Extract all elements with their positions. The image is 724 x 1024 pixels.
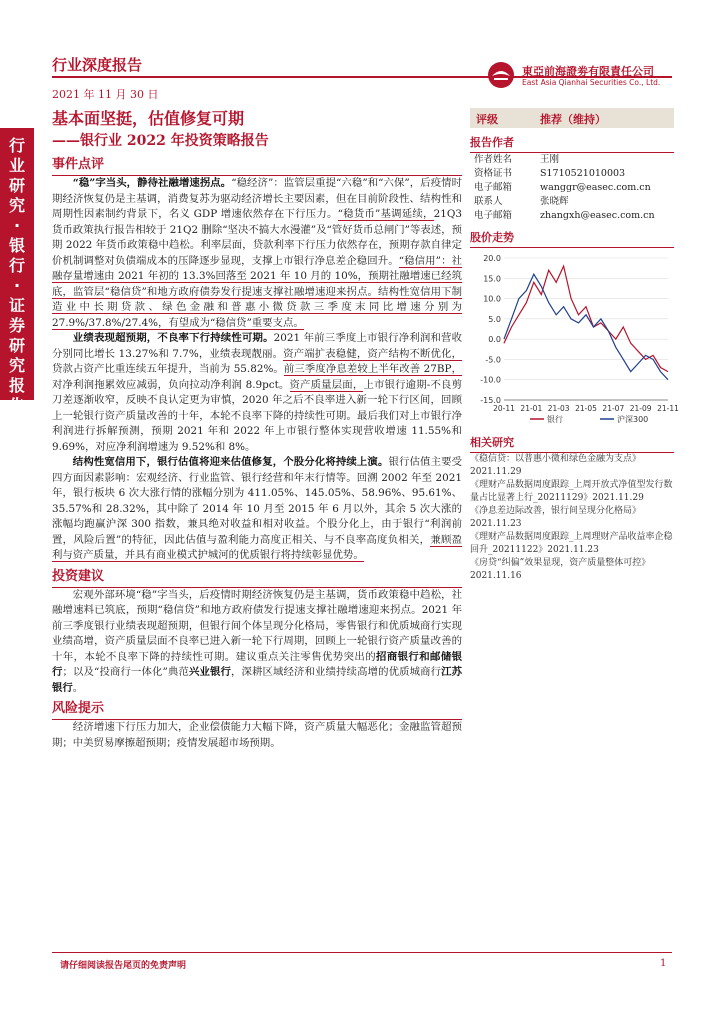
invest-text-c: ，深耕区域经济和业绩持续高增的优质城商行 (230, 666, 442, 678)
rating-label: 评级 (476, 113, 498, 126)
chart-ytick-label: 15.0 (483, 274, 501, 284)
section-heading-risk: 风险提示 (52, 700, 462, 720)
chart-series-line (504, 274, 668, 380)
company-name-en: East Asia Qianhai Securities Co., Ltd. (522, 78, 661, 87)
author-key: 作者姓名 (474, 154, 513, 165)
p2-text-f: 资产质量层面， (289, 378, 364, 391)
main-column (52, 108, 462, 751)
chart-ytick-label: 20.0 (483, 254, 501, 263)
invest-bank-1: 招商银行和邮储银行 (52, 650, 463, 678)
event-paragraph-2 (52, 331, 462, 455)
p2-text-g: 上市银行逾期-不良剪刀差逐渐收窄，反映不良认定更为审慎，2020 年之后不良率进入新一轮下行区间，回顾上一轮银行资产质量改善的十年，本轮不良率下降的持续性可期。最后我们对上市银行净利润进行拆解预测，预期 2021 年和 2022 年上市银行整体实现营收增速 11.55%和 9.69%，对应净利润增速为 9.52%和 8%。 (52, 378, 463, 453)
invest-text-d: 。 (72, 681, 84, 694)
event-paragraph-1 (52, 176, 462, 331)
invest-bank-3: 江苏银行 (52, 666, 463, 694)
authors-list (470, 153, 674, 223)
event-paragraph-3 (52, 455, 462, 564)
p2-text-c: 贷款占资产比重连续五年提升，当前为 55.82%。 (52, 363, 284, 375)
rating-value: 推荐（维持） (540, 113, 606, 126)
chart-ytick-label: 5.0 (488, 314, 501, 324)
report-subtitle: ——银行业 2022 年投资策略报告 (52, 133, 269, 149)
side-category-tab (0, 128, 34, 415)
author-key: 电子邮箱 (474, 182, 513, 193)
author-value: 王刚 (540, 154, 560, 165)
related-item[interactable]: 《净息差边际改善，银行间呈现分化格局》2021.11.23 (470, 506, 642, 529)
author-value: S1710521010003 (540, 168, 626, 179)
chart-xtick-label: 21-09 (629, 404, 652, 413)
p3-text-b: 兼顾盈利与资产质量，并具有商业模式护城河的优质银行将持续彰显优势。 (52, 533, 463, 561)
chart-xtick-label: 21-11 (657, 404, 679, 413)
footer-divider (52, 952, 672, 953)
related-item[interactable]: 《理财产品数据周度跟踪_上周理财产品收益率企稳回升_20211122》2021.11.23 (470, 532, 673, 555)
p2-text-e: 对净利润拖累效应减弱，负向拉动净利润 8.9pct。 (52, 378, 290, 391)
chart-xtick-label: 21-07 (602, 404, 625, 413)
p2-lead: 业绩表现超预期，不良率下行持续性可期。 (72, 332, 274, 344)
logo-icon (486, 60, 516, 90)
p3-lead: 结构性宽信用下，银行估值将迎来估值修复，个股分化将持续上演。 (72, 456, 389, 468)
p1-text-c: 21Q3 货币政策执行报告相较于 21Q2 删除“坚决不搞大水漫灌”及“管好货币总闸门”等表述，预期 2022 年货币政策稳中趋松。利率层面，贷款利率下行压力依然存在，预期存款自律定价机制调整对负债端成本的压降逐步显现，支撑上市银行净息差企稳回升。 (52, 208, 463, 267)
related-item[interactable]: 《房贷“纠偏”效果显现，资产质量整体可控》2021.11.16 (470, 558, 651, 581)
author-value: zhangxh@easec.com.cn (540, 210, 655, 221)
p1-text-a: “稳经济”：监管层重提“六稳”和“六保”，后疫情时期经济恢复仍是主基调，消费复苏为驱动经济增长主要因素，但在目前阶段性、结构性和周期性因素制约背景下，名义 GDP 增速依然存在下行压力。 (52, 177, 463, 220)
p1-text-b: “稳货币”基调延续， (337, 208, 434, 220)
chart-legend-label: 银行 (547, 415, 563, 424)
company-name-cn: 東亞前海證劵有限責任公司 (522, 65, 654, 78)
report-type: 行业深度报告 (52, 56, 143, 74)
chart-xtick-label: 21-03 (547, 404, 570, 413)
risk-paragraph: 经济增速下行压力加大，企业偿债能力大幅下降，资产质量大幅恶化；金融监管超预期；中美贸易摩擦超预期；疫情发展超市场预期。 (52, 721, 462, 749)
chart-heading: 股价走势 (470, 229, 674, 248)
author-row (470, 167, 674, 181)
p2-text-d: 前三季度净息差较上半年改善 27BP， (283, 363, 463, 375)
p2-text-b: 资产端扩表稳健，资产结构不断优化， (283, 347, 463, 360)
company-logo (486, 60, 686, 100)
chart-ytick-label: -5.0 (485, 355, 501, 365)
related-heading: 相关研究 (470, 434, 674, 453)
p3-text-a: 银行估值主要受四方面因素影响：宏观经济、行业监管、银行经营和年末行情等。回溯 2002 年至 2021 年，银行板块 6 次大涨行情的涨幅分别为 411.05%、145.05%、58.96%、95.61%、35.57%和 28.32%，其中除了 2014 年 10 月至 2015 年 6 月以外，其余 5 次大涨的涨幅均跑赢沪深 300 指数，兼具绝对收益和相对收益。个股分化上，由于银行“利润前置，风险后置”的特征，因此估值与盈利能力高度正相关、与不良率高度负相关， (52, 456, 463, 546)
sidebar-column (470, 108, 679, 583)
author-row (470, 181, 674, 195)
disclaimer-note[interactable]: 请仔细阅读报告尾页的免责声明 (60, 961, 187, 971)
invest-bank-2: 兴业银行 (188, 666, 231, 678)
section-heading-invest: 投资建议 (52, 568, 462, 588)
page-number: 1 (660, 958, 667, 969)
related-item[interactable]: 《理财产品数据周度跟踪_上周开放式净值型发行数量占比显著上行_20211129》2021.11.29 (470, 480, 673, 503)
p2-text-a: 2021 年前三季度上市银行净利润和营收分别同比增长 13.27%和 7.7%，业绩表现靓丽。 (52, 332, 462, 360)
author-key: 资格证书 (474, 168, 513, 179)
chart-ytick-label: -15.0 (480, 396, 501, 405)
chart-ytick-label: 0.0 (488, 335, 501, 345)
chart-xtick-label: 21-01 (520, 404, 543, 413)
related-list (470, 453, 674, 583)
invest-paragraph (52, 588, 462, 697)
report-title: 基本面坚挺，估值修复可期 (52, 109, 245, 128)
author-row (470, 209, 674, 223)
chart-xtick-label: 21-05 (575, 404, 597, 413)
author-key: 联系人 (474, 196, 503, 207)
chart-xtick-label: 20-11 (493, 404, 515, 413)
p1-text-d: “稳信用”：社融存量增速由 2021 年初的 13.3%回落至 2021 年 10 月的 10%，预期社融增速已经筑底，监管层“稳信贷”和地方政府债券发行提速支撑社融增速迎来拐点。结构性宽信用下制造业中长期贷款、绿色金融和普惠小微贷款三季度末同比增速分别为 27.9%/37.8%/27.4%，有望成为“稳信贷”重要支点。 (52, 254, 463, 329)
chart-ytick-label: -10.0 (480, 375, 501, 385)
author-row (470, 195, 674, 209)
chart-ytick-label: 10.0 (483, 294, 501, 304)
invest-text-a: 宏观外部环境“稳”字当头，后疫情时期经济恢复仍是主基调，货币政策稳中趋松，社融增速料已筑底，预期“稳信贷”和地方政府债发行提速支撑社融增速迎来拐点。2021 年前三季度银行业绩表现超预期，但银行间个体呈现分化格局，零售银行和优质城商行实现业绩高增，资产质量层面不良率已进入新一轮下行周期，回顾上一轮银行资产质量改善的十年，本轮不良率下降的持续性可期。建议重点关注零售优势突出的 (52, 588, 462, 663)
related-item[interactable]: 《稳信贷：以普惠小微和绿色金融为支点》2021.11.29 (470, 454, 642, 477)
chart-legend-label: 沪深300 (617, 415, 649, 424)
report-date: 2021 年 11 月 30 日 (52, 88, 159, 101)
invest-text-b: ；以及“投商行一体化”典范 (62, 666, 189, 678)
author-value: 张晓辉 (540, 196, 569, 207)
stock-chart (470, 250, 679, 428)
rating-row (470, 108, 674, 128)
section-heading-event: 事件点评 (52, 156, 462, 176)
author-row (470, 153, 674, 167)
p1-lead: “稳”字当头，静待社融增速拐点。 (72, 177, 232, 189)
author-key: 电子邮箱 (474, 210, 513, 221)
stock-chart-svg (470, 250, 679, 428)
authors-heading: 报告作者 (470, 134, 674, 153)
author-value: wanggr@easec.com.cn (540, 182, 651, 193)
side-category-text: 行业研究·银行·证券研究报告 (8, 136, 25, 415)
